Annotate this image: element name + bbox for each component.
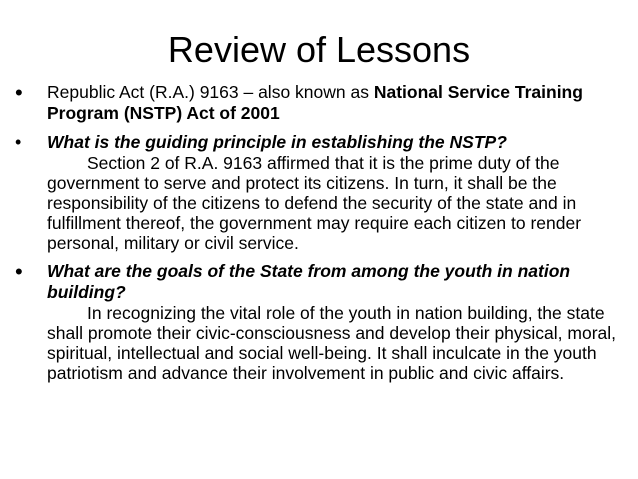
bullet-republic-act-text: Republic Act (R.A.) 9163 – also known as (47, 82, 374, 102)
slide-title: Review of Lessons (167, 29, 471, 70)
slide-body (0, 82, 638, 383)
bullet-republic-act (0, 82, 638, 124)
answer-guiding-principle: Section 2 of R.A. 9163 affirmed that it is the prime duty of the government to serve and protect its citizens. In turn, it shall be the responsibility of the citizens to defend the security of the state and in fulfillment thereof, the government may require each citizen to render personal, military or civil service. (47, 153, 582, 253)
bullet-dot-icon: • (15, 259, 23, 284)
bullet-dot-icon: • (15, 132, 22, 152)
bullet-goals-of-state (0, 261, 638, 303)
answer-goals-of-state: In recognizing the vital role of the youth in nation building, the state shall promote their civic-consciousness and develop their physical, moral, spiritual, intellectual and social well-being. It shall inculcate in the youth patriotism and advance their involvement in public and civic affairs. (47, 303, 617, 383)
bullet-republic-act-bold: National Service Training Program (NSTP) Act of 2001 (47, 82, 583, 123)
bullet-guiding-principle (0, 132, 638, 153)
question-guiding-principle: What is the guiding principle in establishing the NSTP? (47, 132, 507, 152)
bullet-dot-icon: • (15, 80, 23, 105)
question-goals-of-state: What are the goals of the State from among the youth in nation building? (47, 261, 571, 302)
